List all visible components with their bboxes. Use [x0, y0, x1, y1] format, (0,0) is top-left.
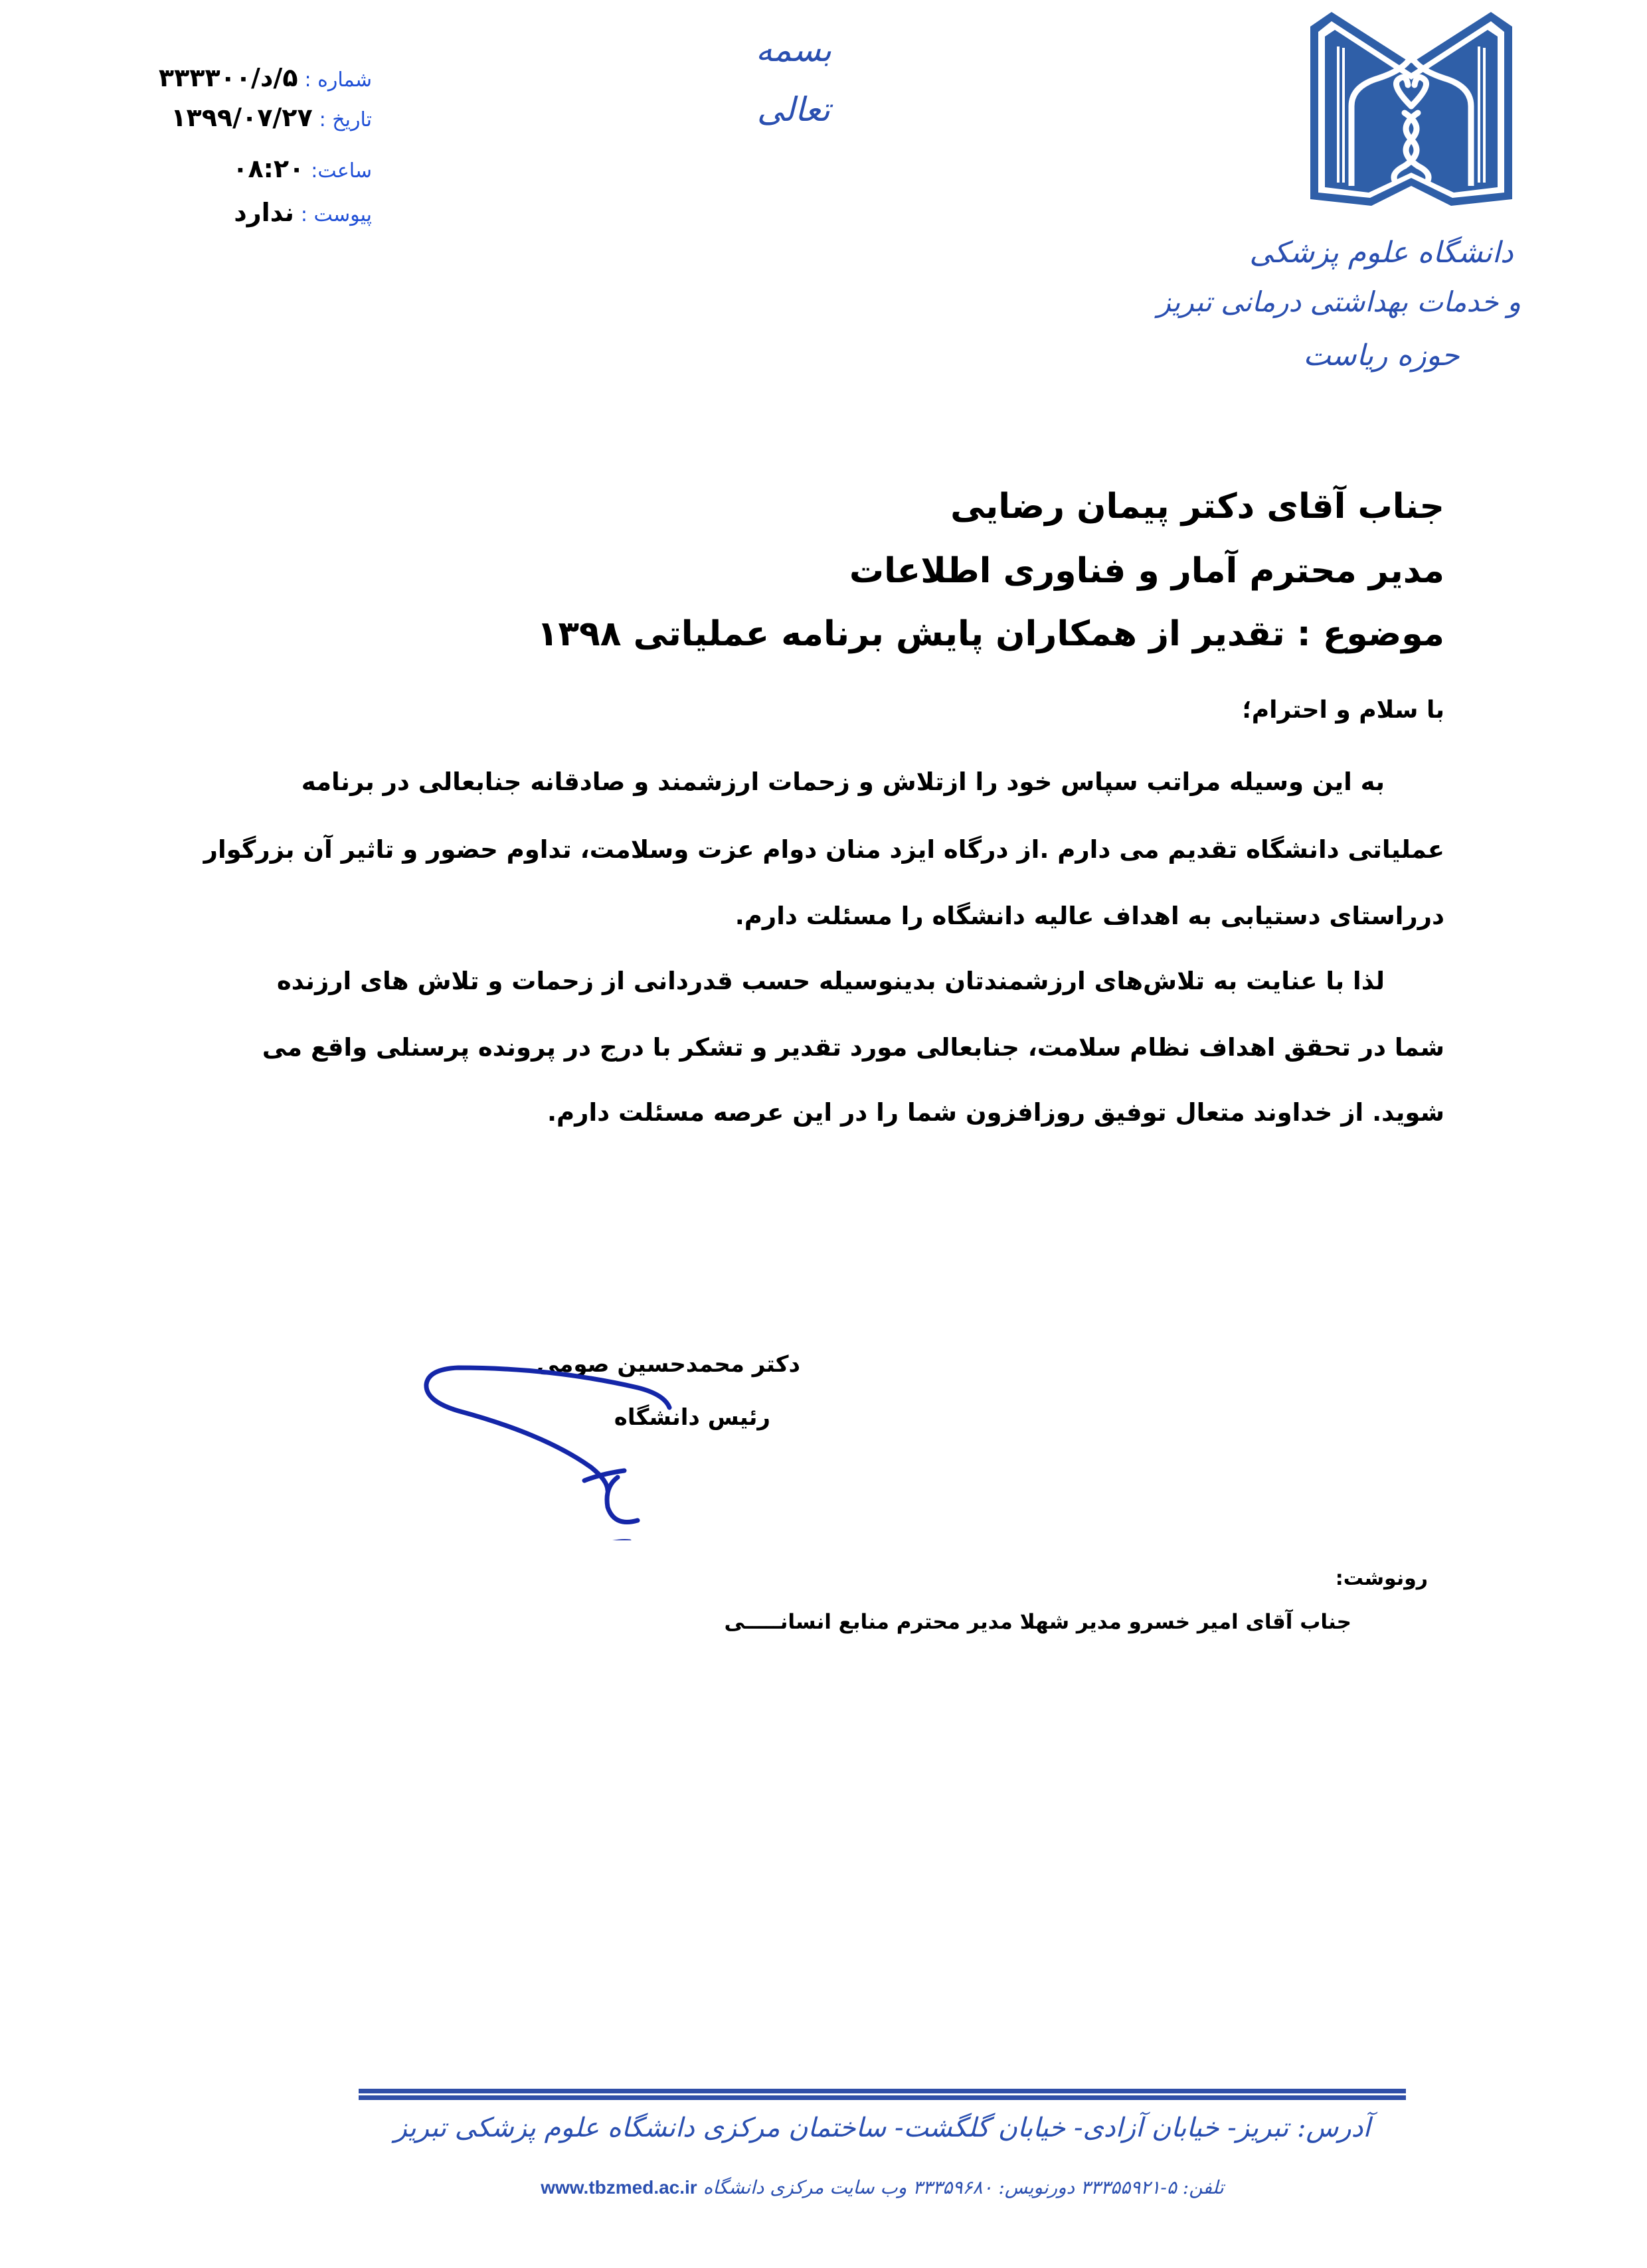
- logo-caption-line-1: دانشگاه علوم پزشکی: [1249, 236, 1514, 270]
- footer-rule-bottom: [359, 2095, 1406, 2100]
- meta-date: [171, 103, 372, 132]
- paragraph-1-line-1: به این وسیله مراتب سپاس خود را ازتلاش و زحمات ارزشمند و صادقانه جنابعالی در برنامه: [301, 768, 1385, 796]
- meta-number-value: ۵/د/۳۳۳۳۰۰: [158, 63, 298, 92]
- paragraph-2-line-1: لذا با عنایت به تلاش‌های ارزشمندتان بدینوسیله حسب قدردانی از زحمات و تلاش های ارزنده: [276, 967, 1385, 995]
- logo-caption-line-3: حوزه ریاست: [1303, 339, 1460, 372]
- signatory-title: رئیس دانشگاه: [614, 1404, 770, 1431]
- cc-recipient: جناب آقای امیر خسرو مدیر شهلا مدیر محترم منابع انسانـــــی: [724, 1610, 1351, 1634]
- paragraph-2-line-2: شما در تحقق اهداف نظام سلامت، جنابعالی مورد تقدیر و تشکر با درج در پرونده پرسنلی واقع می: [262, 1033, 1444, 1062]
- footer-contact: [359, 2171, 1406, 2204]
- meta-time: [232, 154, 372, 183]
- paragraph-1-line-2: عملیاتی دانشگاه تقدیم می دارم .از درگاه ایزد منان دوام عزت وسلامت، تداوم حضور و تاثیر آن بزرگوار: [203, 835, 1444, 864]
- paragraph-2-line-3: شوید. از خداوند متعال توفیق روزافزون شما را در این عرصه مسئلت دارم.: [547, 1098, 1444, 1127]
- meta-attachment-label: پیوست :: [300, 203, 372, 226]
- invocation-text: بسمه تعالی: [755, 31, 832, 129]
- meta-time-label: ساعت:: [311, 159, 372, 183]
- meta-date-label: تاریخ :: [319, 108, 372, 131]
- meta-number: [159, 63, 372, 92]
- recipient-title: مدیر محترم آمار و فناوری اطلاعات: [849, 551, 1444, 591]
- salutation: با سلام و احترام؛: [1242, 696, 1444, 724]
- footer-phone: تلفن: ۵-۳۳۳۵۵۹۲۱ دورنویس: ۳۳۳۵۹۶۸۰ وب سایت مرکزی دانشگاه: [703, 2176, 1224, 2198]
- meta-attachment-value: ندارد: [234, 198, 294, 227]
- logo-caption-line-2: و خدمات بهداشتی درمانی تبریز: [1157, 285, 1521, 318]
- handwritten-signature: [418, 1328, 697, 1540]
- meta-number-label: شماره :: [304, 68, 372, 92]
- footer-rule-top: [359, 2089, 1406, 2093]
- footer-website-link[interactable]: www.tbzmed.ac.ir: [541, 2177, 697, 2198]
- recipient-name: جناب آقای دکتر پیمان رضایی: [950, 487, 1444, 526]
- meta-date-value: ۱۳۹۹/۰۷/۲۷: [171, 103, 313, 132]
- cc-label: رونوشت:: [1335, 1567, 1428, 1590]
- paragraph-1-line-3: درراستای دستیابی به اهداف عالیه دانشگاه را مسئلت دارم.: [735, 902, 1444, 930]
- meta-time-value: ۰۸:۲۰: [232, 154, 305, 183]
- footer-address: آدرس: تبریز- خیابان آزادی- خیابان گلگشت- ساختمان مرکزی دانشگاه علوم پزشکی تبریز: [394, 2113, 1371, 2143]
- meta-attachment: [234, 198, 372, 227]
- signatory-name: دکتر محمدحسین صومی: [536, 1351, 800, 1378]
- subject-line: موضوع : تقدیر از همکاران پایش برنامه عملیاتی ۱۳۹۸: [537, 614, 1444, 654]
